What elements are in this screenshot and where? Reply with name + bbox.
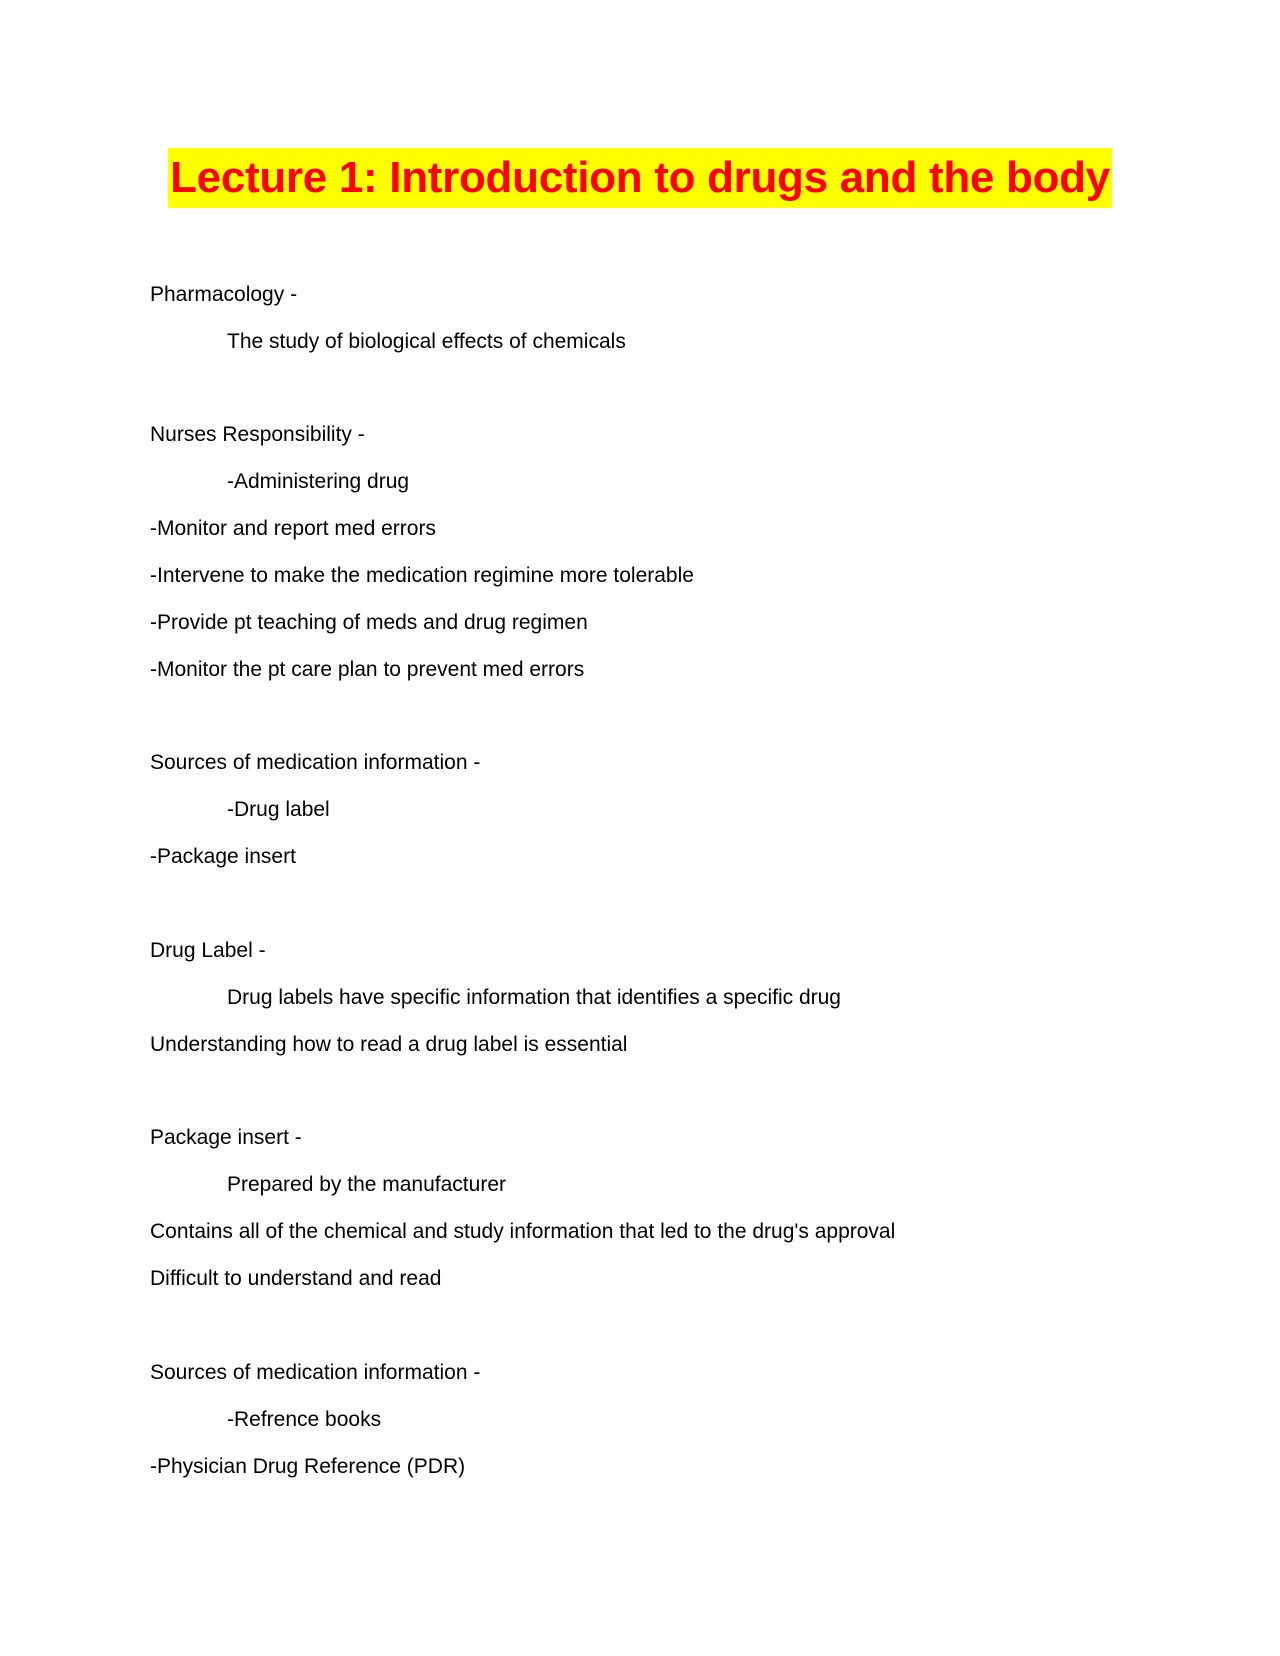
text-line: The study of biological effects of chemicals (227, 330, 626, 353)
text-line: Understanding how to read a drug label is essential (150, 1033, 628, 1056)
list-item: -Refrence books (227, 1408, 382, 1431)
text-line: Contains all of the chemical and study information that led to the drug's approval (150, 1220, 896, 1243)
text-line: Drug labels have specific information that identifies a specific drug (227, 986, 841, 1009)
page-title: Lecture 1: Introduction to drugs and the body (168, 148, 1112, 208)
list-item: -Physician Drug Reference (PDR) (150, 1455, 466, 1478)
list-item: -Package insert (150, 845, 296, 868)
text-line: Difficult to understand and read (150, 1267, 442, 1290)
heading-sources-of-medication-information: Sources of medication information - (150, 751, 481, 774)
list-item: -Provide pt teaching of meds and drug regimen (150, 611, 588, 634)
list-item: -Monitor and report med errors (150, 517, 436, 540)
list-item: -Administering drug (227, 470, 410, 493)
heading-pharmacology: Pharmacology - (150, 283, 298, 306)
title-container (0, 148, 1280, 208)
heading-nurses-responsibility: Nurses Responsibility - (150, 423, 365, 446)
heading-package-insert: Package insert - (150, 1126, 302, 1149)
list-item: -Monitor the pt care plan to prevent med errors (150, 658, 585, 681)
heading-sources-of-medication-information-2: Sources of medication information - (150, 1361, 481, 1384)
list-item: -Intervene to make the medication regimine more tolerable (150, 564, 694, 587)
text-line: Prepared by the manufacturer (227, 1173, 506, 1196)
heading-drug-label: Drug Label - (150, 939, 266, 962)
list-item: -Drug label (227, 798, 330, 821)
